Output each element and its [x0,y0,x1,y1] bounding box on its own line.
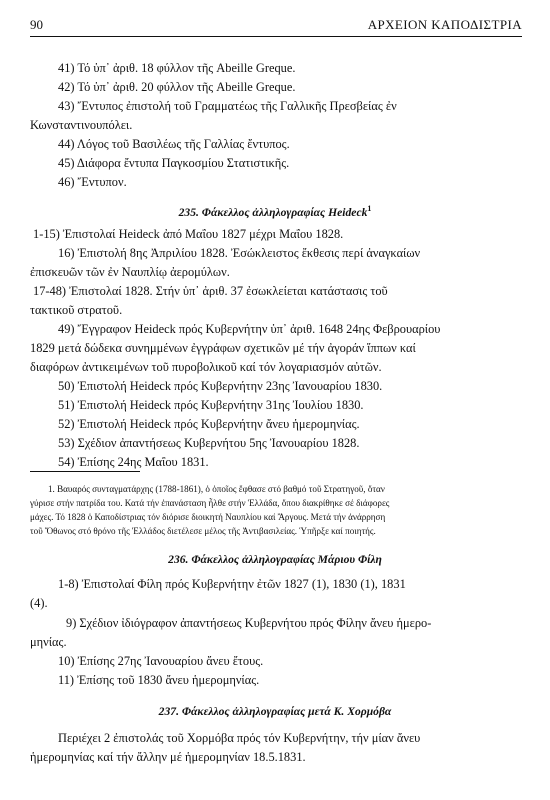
list-item-continuation: μηνίας. [30,635,67,649]
section-heading-235 [0,204,550,219]
footnote-line: μάχες. Τό 1828 ὁ Καποδίστριας τόν διόρισε διοικητή Ναυπλίου καί Ἄργους. Μετά τήν ἀνάρρηση [30,512,386,522]
list-item: 46) Ἔντυπον. [58,175,127,189]
list-item: 9) Σχέδιον ἰδιόγραφον ἀπαντήσεως Κυβερνήτου πρός Φίλην ἄνευ ἡμερο- [66,616,432,630]
list-item: 43) Ἔντυπος ἐπιστολή τοῦ Γραμματέως τῆς Γαλλικῆς Πρεσβείας ἐν [58,99,397,113]
paragraph-line: Περιέχει 2 ἐπιστολάς τοῦ Χορμόβα πρός τόν Κυβερνήτην, τήν μίαν ἄνευ [58,731,421,745]
list-item: 51) Ἐπιστολή Heideck πρός Κυβερνήτην 31ης Ἰουλίου 1830. [58,398,364,412]
footnote-rule [30,471,140,472]
list-item: 42) Τό ὑπ᾽ ἀριθ. 20 φύλλον τῆς Abeille Greque. [58,80,296,94]
footnote-line: γύρισε στήν πατρίδα του. Κατά τήν ἐπανάσταση ἦλθε στήν Ἑλλάδα, ὅπου διακρίθηκε σέ διάφορες [30,498,390,508]
footnote-mark: 1 [367,204,372,213]
list-item: 41) Τό ὑπ᾽ ἀριθ. 18 φύλλον τῆς Abeille Greque. [58,61,296,75]
list-item: 1-15) Ἐπιστολαί Heideck ἀπό Μαΐου 1827 μέχρι Μαΐου 1828. [33,227,344,241]
list-item-continuation: ἐπισκευῶν τῶν ἐν Ναυπλίῳ ἀερομύλων. [30,265,230,279]
list-item: 45) Διάφορα ἔντυπα Παγκοσμίου Στατιστικῆς. [58,156,290,170]
list-item: 54) Ἐπίσης 24ης Μαΐου 1831. [58,455,209,469]
list-item: 49) Ἔγγραφον Heideck πρός Κυβερνήτην ὑπ᾽ ἀριθ. 1648 24ης Φεβρουαρίου [58,322,441,336]
section-title: 237. Φάκελλος ἀλληλογραφίας μετά Κ. Χορμόβα [158,705,392,718]
page-number: 90 [30,17,43,32]
list-item: 1-8) Ἐπιστολαί Φίλη πρός Κυβερνήτην ἐτῶν 1827 (1), 1830 (1), 1831 [58,577,406,591]
list-item: 44) Λόγος τοῦ Βασιλέως τῆς Γαλλίας ἔντυπος. [58,137,290,151]
section-title: 236. Φάκελλος ἀλληλογραφίας Μάριου Φίλη [168,553,382,566]
list-item: 10) Ἐπίσης 27ης Ἰανουαρίου ἄνευ ἔτους. [58,654,264,668]
list-item: 52) Ἐπιστολή Heideck πρός Κυβερνήτην ἄνευ ἡμερομηνίας. [58,417,360,431]
list-item: 17-48) Ἐπιστολαί 1828. Στήν ὑπ᾽ ἀριθ. 37 ἐσωκλείεται κατάστασις τοῦ [33,284,388,298]
list-item: 16) Ἐπιστολή 8ης Ἀπριλίου 1828. Ἐσώκλειστος ἔκθεσις περί ἀναγκαίων [58,246,421,260]
running-title: ΑΡΧΕΙΟΝ ΚΑΠΟΔΙΣΤΡΙΑ [367,17,522,32]
list-item-continuation: (4). [30,596,48,610]
list-item-continuation: Κωνσταντινουπόλει. [30,118,133,132]
paragraph-line: ἡμερομηνίας καί τήν ἄλλην μέ ἡμερομηνίαν 18.5.1831. [30,750,306,764]
section-title: 235. Φάκελλος ἀλληλογραφίας Heideck [178,205,368,219]
section-heading-236 [0,553,550,566]
list-item: 50) Ἐπιστολή Heideck πρός Κυβερνήτην 23ης Ἰανουαρίου 1830. [58,379,383,393]
list-item-continuation: 1829 μετά δώδεκα συνημμένων ἐγγράφων σχετικῶν μέ τήν ἀγοράν ἵππων καί [30,341,416,355]
list-item-continuation: διαφόρων ἀντικειμένων τοῦ πυροβολικοῦ καί τόν λογαριασμόν αὐτῶν. [30,360,382,374]
footnote-line: 1. Βαυαρός συνταγματάρχης (1788-1861), ὁ ὁποῖος ἔφθασε στό βαθμό τοῦ Στρατηγοῦ, ὅταν [48,484,385,494]
section-heading-237 [0,705,550,718]
list-item-continuation: τακτικοῦ στρατοῦ. [30,303,123,317]
list-item: 53) Σχέδιον ἀπαντήσεως Κυβερνήτου 5ης Ἰανουαρίου 1828. [58,436,360,450]
page-header [30,14,522,37]
footnote-line: τοῦ Ὄθωνος στό θρόνο τῆς Ἑλλάδος διετέλεσε μέλος τῆς Ἀντιβασιλείας. Ὑπῆρξε καί ποιητής. [30,526,376,536]
list-item: 11) Ἐπίσης τοῦ 1830 ἄνευ ἡμερομηνίας. [58,673,260,687]
